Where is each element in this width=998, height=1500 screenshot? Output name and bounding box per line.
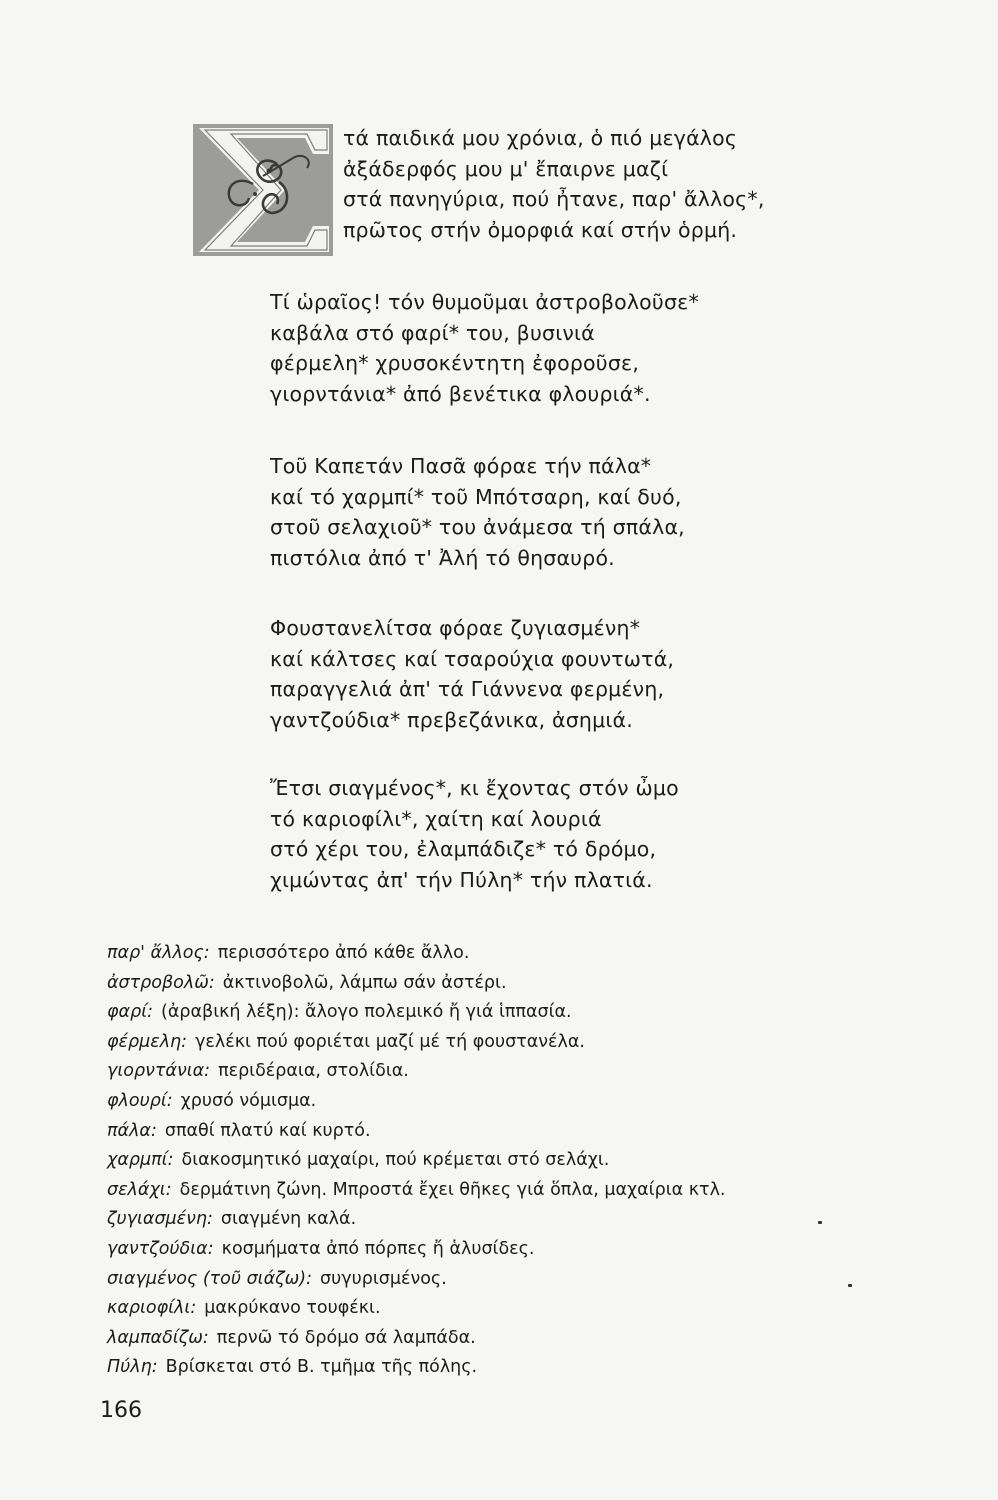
poem-line: χιμώντας ἀπ' τήν Πύλη* τήν πλατιά. <box>270 867 653 892</box>
glossary-term: σιαγμένος (τοῦ σιάζω): <box>107 1268 313 1289</box>
glossary-entry <box>107 1205 725 1235</box>
glossary-entry <box>107 1087 725 1117</box>
glossary-term: γαντζούδια: <box>107 1238 214 1259</box>
glossary-entry <box>107 1117 725 1147</box>
poem-stanza-5 <box>270 773 679 895</box>
print-speck <box>818 1221 822 1224</box>
glossary-definition: (ἀραβική λέξη): ἄλογο πολεμικό ἤ γιά ἱππασία. <box>161 1002 572 1023</box>
glossary-entry <box>107 1324 725 1354</box>
glossary-entry <box>107 1146 725 1176</box>
poem-line: φέρμελη* χρυσοκέντητη ἐφοροῦσε, <box>270 351 640 375</box>
glossary-entry <box>107 1353 725 1383</box>
poem-stanza-3 <box>270 451 685 573</box>
poem-line: πιστόλια ἀπό τ' Ἀλή τό θησαυρό. <box>270 545 615 570</box>
glossary-definition: κοσμήματα ἀπό πόρπες ἤ ἁλυσίδες. <box>221 1238 535 1259</box>
glossary-term: φλουρί: <box>107 1090 173 1111</box>
glossary-term: λαμπαδίζω: <box>107 1327 209 1348</box>
glossary-definition: Βρίσκεται στό Β. τμῆμα τῆς πόλης. <box>165 1357 478 1378</box>
glossary-term: φέρμελη: <box>107 1031 188 1052</box>
glossary-term: ζυγιασμένη: <box>107 1209 213 1230</box>
glossary-definition: μακρύκανο τουφέκι. <box>204 1298 381 1319</box>
poem-line: πρῶτος στήν ὀμορφιά καί στήν ὁρμή. <box>343 217 738 242</box>
glossary-term: Πύλη: <box>107 1357 158 1378</box>
glossary-entry <box>107 1028 725 1058</box>
page-number: 166 <box>100 1398 142 1423</box>
poem-stanza-4 <box>270 613 674 735</box>
poem-line: καί κάλτσες καί τσαρούχια φουντωτά, <box>270 646 675 671</box>
poem-line: καί τό χαρμπί* τοῦ Μπότσαρη, καί δυό, <box>270 484 682 509</box>
decorated-initial-sigma <box>193 124 333 256</box>
poem-line: στοῦ σελαχιοῦ* του ἀνάμεσα τή σπάλα, <box>270 515 685 539</box>
glossary-term: πάλα: <box>107 1120 157 1141</box>
glossary-entry <box>107 939 725 969</box>
glossary-definition: γελέκι πού φοριέται μαζί μέ τή φουστανέλα. <box>195 1031 585 1052</box>
poem-line: Τοῦ Καπετάν Πασᾶ φόραε τήν πάλα* <box>270 454 652 478</box>
ornament-sigma-icon <box>193 124 333 256</box>
glossary-term: σελάχι: <box>107 1179 172 1200</box>
glossary-term: γιορντάνια: <box>107 1061 211 1082</box>
glossary-definition: σπαθί πλατύ καί κυρτό. <box>164 1120 371 1141</box>
poem-line: στά πανηγύρια, πού ἦτανε, παρ' ἄλλος*, <box>343 187 765 211</box>
poem-line: τά παιδικά μου χρόνια, ὁ πιό μεγάλος <box>343 126 738 150</box>
poem-line: γιορντάνια* ἀπό βενέτικα φλουριά*. <box>270 381 651 406</box>
glossary-term: χαρμπί: <box>107 1150 174 1171</box>
poem-line: γαντζούδια* πρεβεζάνικα, ἀσημιά. <box>270 707 633 732</box>
glossary-definition: περιδέραια, στολίδια. <box>218 1061 409 1082</box>
glossary-term: παρ' ἄλλος: <box>107 943 210 963</box>
poem-line: παραγγελιά ἀπ' τά Γιάννενα φερμένη, <box>270 677 665 701</box>
glossary-entry <box>107 1057 725 1087</box>
glossary-entry <box>107 998 725 1028</box>
glossary-definition: σιαγμένη καλά. <box>220 1209 357 1230</box>
glossary-entry <box>107 1294 725 1324</box>
poem-line: Φουστανελίτσα φόραε ζυγιασμένη* <box>270 616 641 640</box>
glossary-definition: περνῶ τό δρόμο σά λαμπάδα. <box>216 1327 476 1348</box>
glossary-entry <box>107 969 725 999</box>
glossary-definition: διακοσμητικό μαχαίρι, πού κρέμεται στό σελάχι. <box>181 1150 610 1171</box>
poem-line: στό χέρι του, ἐλαμπάδιζε* τό δρόμο, <box>270 837 657 861</box>
glossary-definition: δερμάτινη ζώνη. Μπροστά ἔχει θῆκες γιά ὅπλα, μαχαίρια κτλ. <box>179 1179 726 1200</box>
glossary-entry <box>107 1176 725 1206</box>
glossary-term: ἀστροβολῶ: <box>107 972 215 993</box>
glossary-entry <box>107 1265 725 1295</box>
poem-line: Τί ὡραῖος! τόν θυμοῦμαι ἀστροβολοῦσε* <box>270 290 699 314</box>
poem-line: τό καριοφίλι*, χαίτη καί λουριά <box>270 806 602 831</box>
poem-stanza-1 <box>343 123 765 245</box>
glossary-definition: περισσότερο ἀπό κάθε ἄλλο. <box>217 943 470 963</box>
glossary-term: φαρί: <box>107 1002 154 1023</box>
glossary <box>107 939 725 1383</box>
poem-line: ἀξάδερφός μου μ' ἔπαιρνε μαζί <box>343 156 669 181</box>
poem-stanza-2 <box>270 287 699 409</box>
glossary-definition: χρυσό νόμισμα. <box>180 1090 317 1111</box>
glossary-term: καριοφίλι: <box>107 1298 197 1319</box>
glossary-entry <box>107 1235 725 1265</box>
poem-line: καβάλα στό φαρί* του, βυσινιά <box>270 320 595 345</box>
glossary-definition: ἀκτινοβολῶ, λάμπω σάν ἀστέρι. <box>222 972 507 993</box>
poem-line: Ἔτσι σιαγμένος*, κι ἔχοντας στόν ὦμο <box>270 776 679 800</box>
print-speck <box>848 1284 852 1287</box>
glossary-definition: συγυρισμένος. <box>320 1268 447 1289</box>
